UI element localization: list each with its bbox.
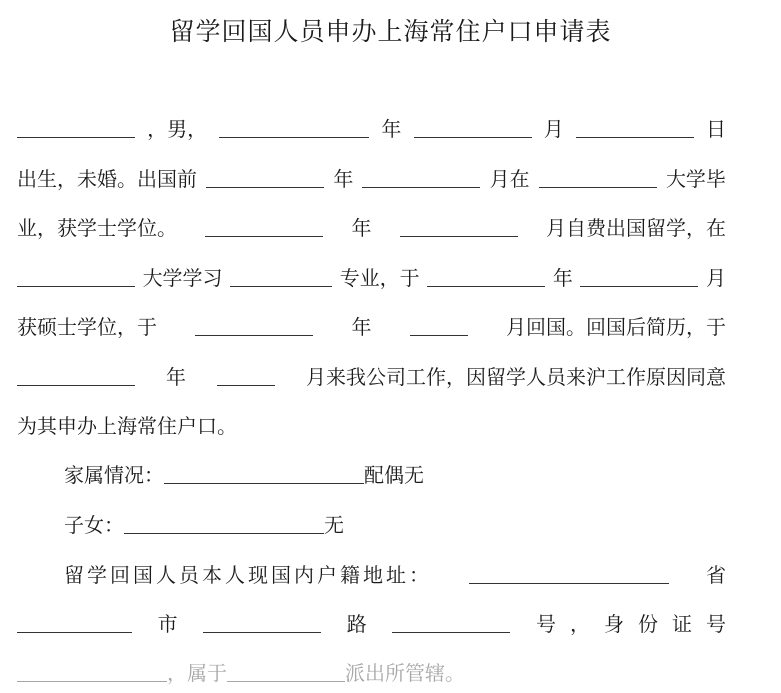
form-line-5 [17, 313, 726, 341]
text-city: 市 [157, 612, 178, 636]
master-year-blank[interactable] [427, 266, 545, 287]
text-belongs: ，属于 [167, 661, 227, 685]
children-blank[interactable] [124, 513, 324, 534]
form-title: 留学回国人员申办上海常住户口申请表 [169, 17, 612, 46]
text-university-grad: 大学毕 [665, 167, 726, 191]
return-month-blank[interactable] [410, 315, 468, 336]
text-family: 家属情况： [64, 463, 164, 487]
form-line-1 [17, 115, 726, 143]
text-month: 月 [705, 266, 726, 290]
text-study-at: 大学学习 [142, 266, 223, 290]
text-bachelor: 业，获学士学位。 [17, 216, 177, 240]
text-year: 年 [166, 365, 186, 389]
pre-abroad-month-blank[interactable] [362, 167, 480, 188]
text-month-at: 月在 [489, 167, 530, 191]
text-id-number: 号，身份证号 [535, 612, 740, 636]
text-gender: ，男， [147, 117, 208, 141]
master-month-blank[interactable] [580, 266, 698, 287]
number-blank[interactable] [392, 612, 510, 633]
birth-year-blank[interactable] [219, 117, 369, 138]
master-university-blank[interactable] [17, 266, 135, 287]
text-household-address: 留学回国人员本人现国内户籍地址： [64, 563, 432, 587]
city-blank[interactable] [17, 612, 132, 633]
join-year-blank[interactable] [17, 365, 135, 386]
text-major: 专业，于 [339, 266, 420, 290]
form-line-7 [17, 412, 726, 440]
text-police-station: 派出所管辖。 [345, 661, 465, 685]
text-join-company: 月来我公司工作，因留学人员来沪工作原因同意 [306, 365, 726, 389]
form-line-police [17, 659, 726, 687]
text-road: 路 [346, 612, 367, 636]
text-return: 月回国。回国后简历，于 [506, 315, 726, 339]
form-line-4 [17, 264, 726, 292]
province-blank[interactable] [469, 563, 669, 584]
text-year: 年 [552, 266, 573, 290]
birth-day-blank[interactable] [576, 117, 694, 138]
major-blank[interactable] [230, 266, 332, 287]
text-apply: 为其申办上海常住户口。 [17, 414, 237, 438]
join-month-blank[interactable] [217, 365, 275, 386]
form-line-2 [17, 165, 726, 193]
pre-abroad-year-blank[interactable] [206, 167, 324, 188]
text-year: 年 [333, 167, 354, 191]
return-year-blank[interactable] [195, 315, 313, 336]
text-year: 年 [351, 315, 372, 339]
text-spouse: 配偶无 [364, 463, 424, 487]
police-station-blank[interactable] [227, 661, 345, 682]
text-month: 月 [543, 117, 564, 141]
form-line-address [64, 561, 726, 589]
bachelor-university-blank[interactable] [539, 167, 657, 188]
text-none: 无 [324, 513, 344, 537]
form-line-3 [17, 214, 726, 242]
text-province: 省 [706, 563, 726, 587]
birth-month-blank[interactable] [414, 117, 532, 138]
spouse-blank[interactable] [164, 463, 364, 484]
road-blank[interactable] [203, 612, 321, 633]
id-number-blank[interactable] [17, 661, 167, 682]
text-day: 日 [705, 117, 726, 141]
form-line-children [64, 511, 726, 539]
abroad-year-blank[interactable] [205, 216, 323, 237]
text-year: 年 [381, 117, 402, 141]
text-master: 获硕士学位，于 [17, 315, 157, 339]
form-line-address-2 [17, 610, 740, 638]
abroad-month-blank[interactable] [400, 216, 518, 237]
form-line-6 [17, 363, 726, 391]
form-line-family [64, 461, 726, 489]
text-children: 子女： [64, 513, 124, 537]
text-year: 年 [351, 216, 372, 240]
name-blank[interactable] [17, 117, 135, 138]
text-self-funded: 月自费出国留学，在 [546, 216, 726, 240]
text-born: 出生，未婚。出国前 [17, 167, 197, 191]
